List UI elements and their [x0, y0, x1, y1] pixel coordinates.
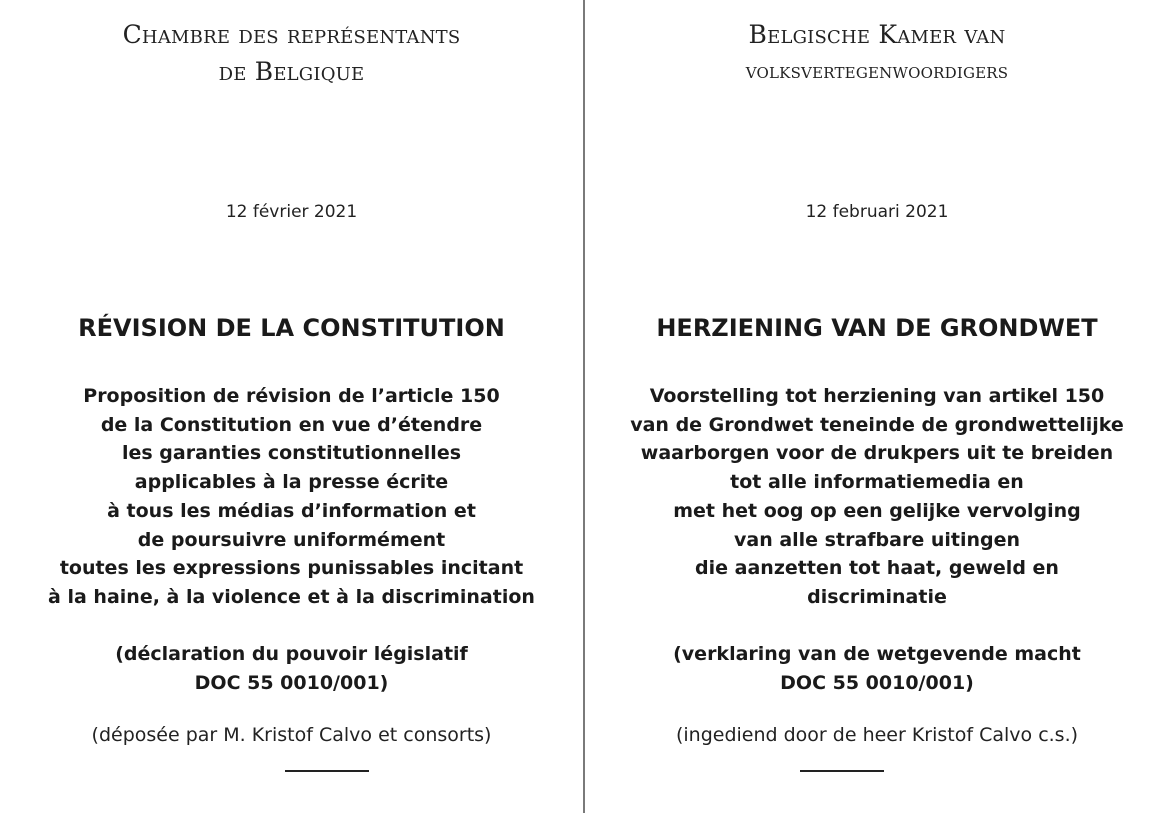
french-institution-line2: de Belgique: [218, 57, 365, 86]
french-subtitle-line: les garanties constitutionnelles: [121, 442, 462, 465]
dutch-declaration: [585, 640, 1169, 697]
french-declaration-line1: (déclaration du pouvoir législatif: [115, 643, 468, 665]
dutch-column: [585, 0, 1169, 813]
french-declaration: [0, 640, 583, 697]
french-subtitle-line: de la Constitution en vue d’étendre: [100, 413, 483, 436]
dutch-filed-by: (ingediend door de heer Kristof Calvo c.s.): [675, 724, 1079, 746]
dutch-subtitle-line: discriminatie: [807, 585, 947, 608]
french-subtitle-line: Proposition de révision de l’article 150: [83, 385, 500, 407]
french-filed-by: (déposée par M. Kristof Calvo et consorts): [91, 724, 492, 746]
dutch-institution-line1: Belgische Kamer van: [748, 20, 1006, 49]
french-subtitle-line: à tous les médias d’information et: [107, 499, 476, 522]
french-subtitle-line: toutes les expressions punissables incitant: [59, 557, 524, 580]
dutch-institution-header: [585, 16, 1169, 90]
french-column: [0, 0, 583, 813]
dutch-subtitle-line: van alle strafbare uitingen: [733, 528, 1020, 551]
dutch-subtitle: [585, 382, 1169, 612]
french-title: RÉVISION DE LA CONSTITUTION: [78, 314, 505, 342]
french-institution-header: [0, 16, 583, 90]
dutch-title: HERZIENING VAN DE GRONDWET: [656, 314, 1098, 342]
dutch-subtitle-line: van de Grondwet teneinde de grondwettelijke: [630, 413, 1124, 436]
french-subtitle: [0, 382, 583, 612]
dutch-separator-rule: [800, 770, 884, 772]
french-separator-rule: [285, 770, 369, 772]
dutch-subtitle-line: tot alle informatiemedia en: [730, 471, 1024, 494]
french-date: 12 février 2021: [225, 202, 358, 222]
dutch-institution-line2: volksvertegenwoordigers: [745, 59, 1009, 84]
dutch-doc-number: DOC 55 0010/001): [780, 671, 974, 694]
french-subtitle-line: à la haine, à la violence et à la discrimination: [48, 585, 535, 608]
dutch-subtitle-line: Voorstelling tot herziening van artikel 150: [649, 385, 1105, 407]
french-subtitle-line: applicables à la presse écrite: [134, 471, 449, 494]
french-institution-line1: Chambre des représentants: [122, 20, 461, 49]
french-doc-number: DOC 55 0010/001): [194, 671, 389, 694]
dutch-subtitle-line: die aanzetten tot haat, geweld en: [695, 557, 1059, 580]
dutch-subtitle-line: waarborgen voor de drukpers uit te breiden: [640, 442, 1114, 465]
french-subtitle-line: de poursuivre uniformément: [137, 528, 446, 551]
dutch-subtitle-line: met het oog op een gelijke vervolging: [673, 499, 1081, 522]
dutch-date: 12 februari 2021: [805, 202, 949, 222]
dutch-declaration-line1: (verklaring van de wetgevende macht: [673, 643, 1081, 665]
